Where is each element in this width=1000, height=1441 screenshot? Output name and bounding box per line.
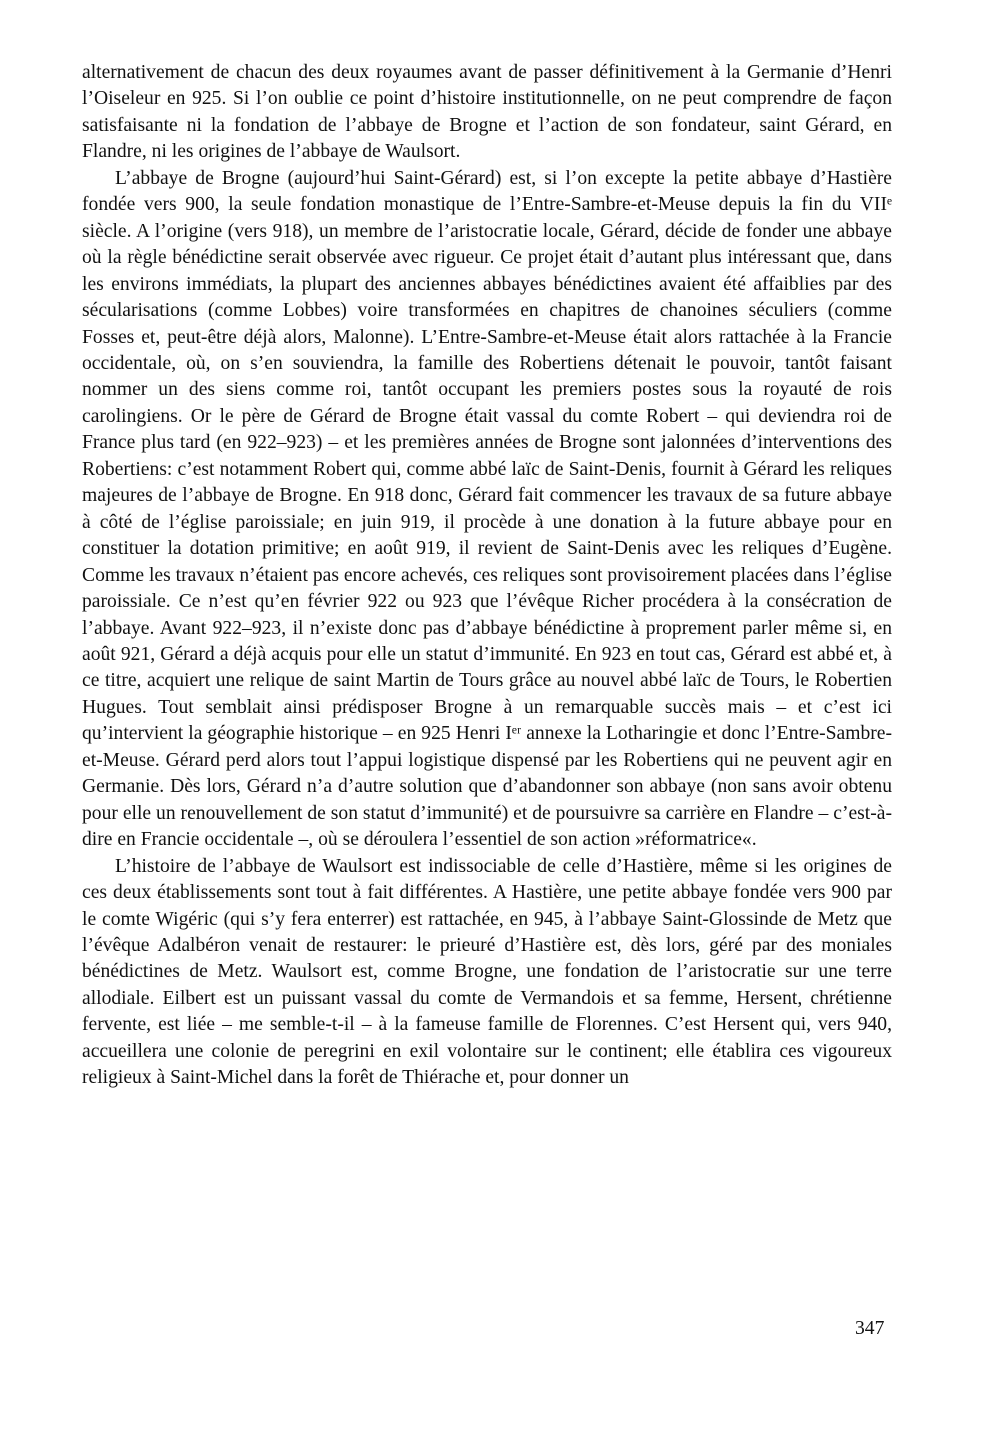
page-number: 347 — [855, 1318, 885, 1339]
paragraph-1: alternativement de chacun des deux royaumes avant de passer définitivement à la Germanie d’Henri l’Oiseleur en 925. Si l’on oublie ce point d’histoire institutionnelle, on ne peut comprendre de façon satisfaisante ni la fondation de l’abbaye de Brogne et l’action de son fondateur, saint Gérard, en Flandre, ni les origines de l’abbaye de Waulsort. — [82, 62, 892, 163]
paragraph-2: L’abbaye de Brogne (aujourd’hui Saint-Gérard) est, si l’on excepte la petite abbaye d’Hastière fondée vers 900, la seule fondation monastique de l’Entre-Sambre-et-Meuse depuis la fin du VIIᵉ siècle. A l’origine (vers 918), un membre de l’aristocratie locale, Gérard, décide de fonder une abbaye où la règle bénédictine serait observée avec rigueur. Ce projet était d’autant plus intéressant que, dans les environs immédiats, la plupart des anciennes abbayes bénédictines avaient été affaiblies par des sécularisations (comme Lobbes) voire transformées en chapitres de chanoines séculiers (comme Fosses et, peut-être déjà alors, Malonne). L’Entre-Sambre-et-Meuse était alors rattachée à la Francie occidentale, où, on s’en souviendra, la famille des Robertiens détenait le pouvoir, tantôt faisant nommer un des siens comme roi, tantôt occupant les premiers postes sous la royauté de rois carolingiens. Or le père de Gérard de Brogne était vassal du comte Robert – qui deviendra roi de France plus tard (en 922–923) – et les premières années de Brogne sont jalonnées d’interventions des Robertiens: c’est notamment Robert qui, comme abbé laïc de Saint-Denis, fournit à Gérard les reliques majeures de l’abbaye de Brogne. En 918 donc, Gérard fait commencer les travaux de sa future abbaye à côté de l’église paroissiale; en juin 919, il procède à une donation à la future abbaye pour en constituer la dotation primitive; en août 919, il revient de Saint-Denis avec les reliques d’Eugène. Comme les travaux n’étaient pas encore achevés, ces reliques sont provisoirement placées dans l’église paroissiale. Ce n’est qu’en février 922 ou 923 que l’évêque Richer procédera à la consécration de l’abbaye. Avant 922–923, il n’existe donc pas d’abbaye bénédictine à proprement parler même si, en août 921, Gérard a déjà acquis pour elle un statut d’immunité. En 923 en tout cas, Gérard est abbé et, à ce titre, acquiert une relique de saint Martin de Tours grâce au nouvel abbé laïc de Tours, le Robertien Hugues. Tout semblait ainsi prédisposer Brogne à un remarquable succès mais – et c’est ici qu’intervient la géographie historique – en 925 Henri Iᵉʳ annexe la Lotharingie et donc l’Entre-Sambre-et-Meuse. Gérard perd alors tout l’appui logistique dispensé par les Robertiens qui ne peuvent agir en Germanie. Dès lors, Gérard n’a d’autre solution que d’abandonner son abbaye (non sans avoir obtenu pour elle un renouvellement de son statut d’immunité) et de poursuivre sa carrière en Flandre – c’est-à-dire en Francie occidentale –, où se déroulera l’essentiel de son action »réformatrice«. — [82, 167, 892, 851]
paragraph-3: L’histoire de l’abbaye de Waulsort est indissociable de celle d’Hastière, même si les origines de ces deux établissements sont tout à fait différentes. A Hastière, une petite abbaye fondée vers 900 par le comte Wigéric (qui s’y fera enterrer) est rattachée, en 945, à l’abbaye Saint-Glossinde de Metz que l’évêque Adalbéron venait de restaurer: le prieuré d’Hastière est, dès lors, géré par des moniales bénédictines de Metz. Waulsort est, comme Brogne, une fondation de l’aristocratie sur une terre allodiale. Eilbert est un puissant vassal du comte de Vermandois et sa femme, Hersent, chrétienne fervente, est liée – me semble-t-il – à la fameuse famille de Florennes. C’est Hersent qui, vers 940, accueillera une colonie de peregrini en exil volontaire sur le continent; elle établira ces vigoureux religieux à Saint-Michel dans la forêt de Thiérache et, pour donner un — [82, 855, 892, 1089]
page-body — [82, 60, 892, 1092]
